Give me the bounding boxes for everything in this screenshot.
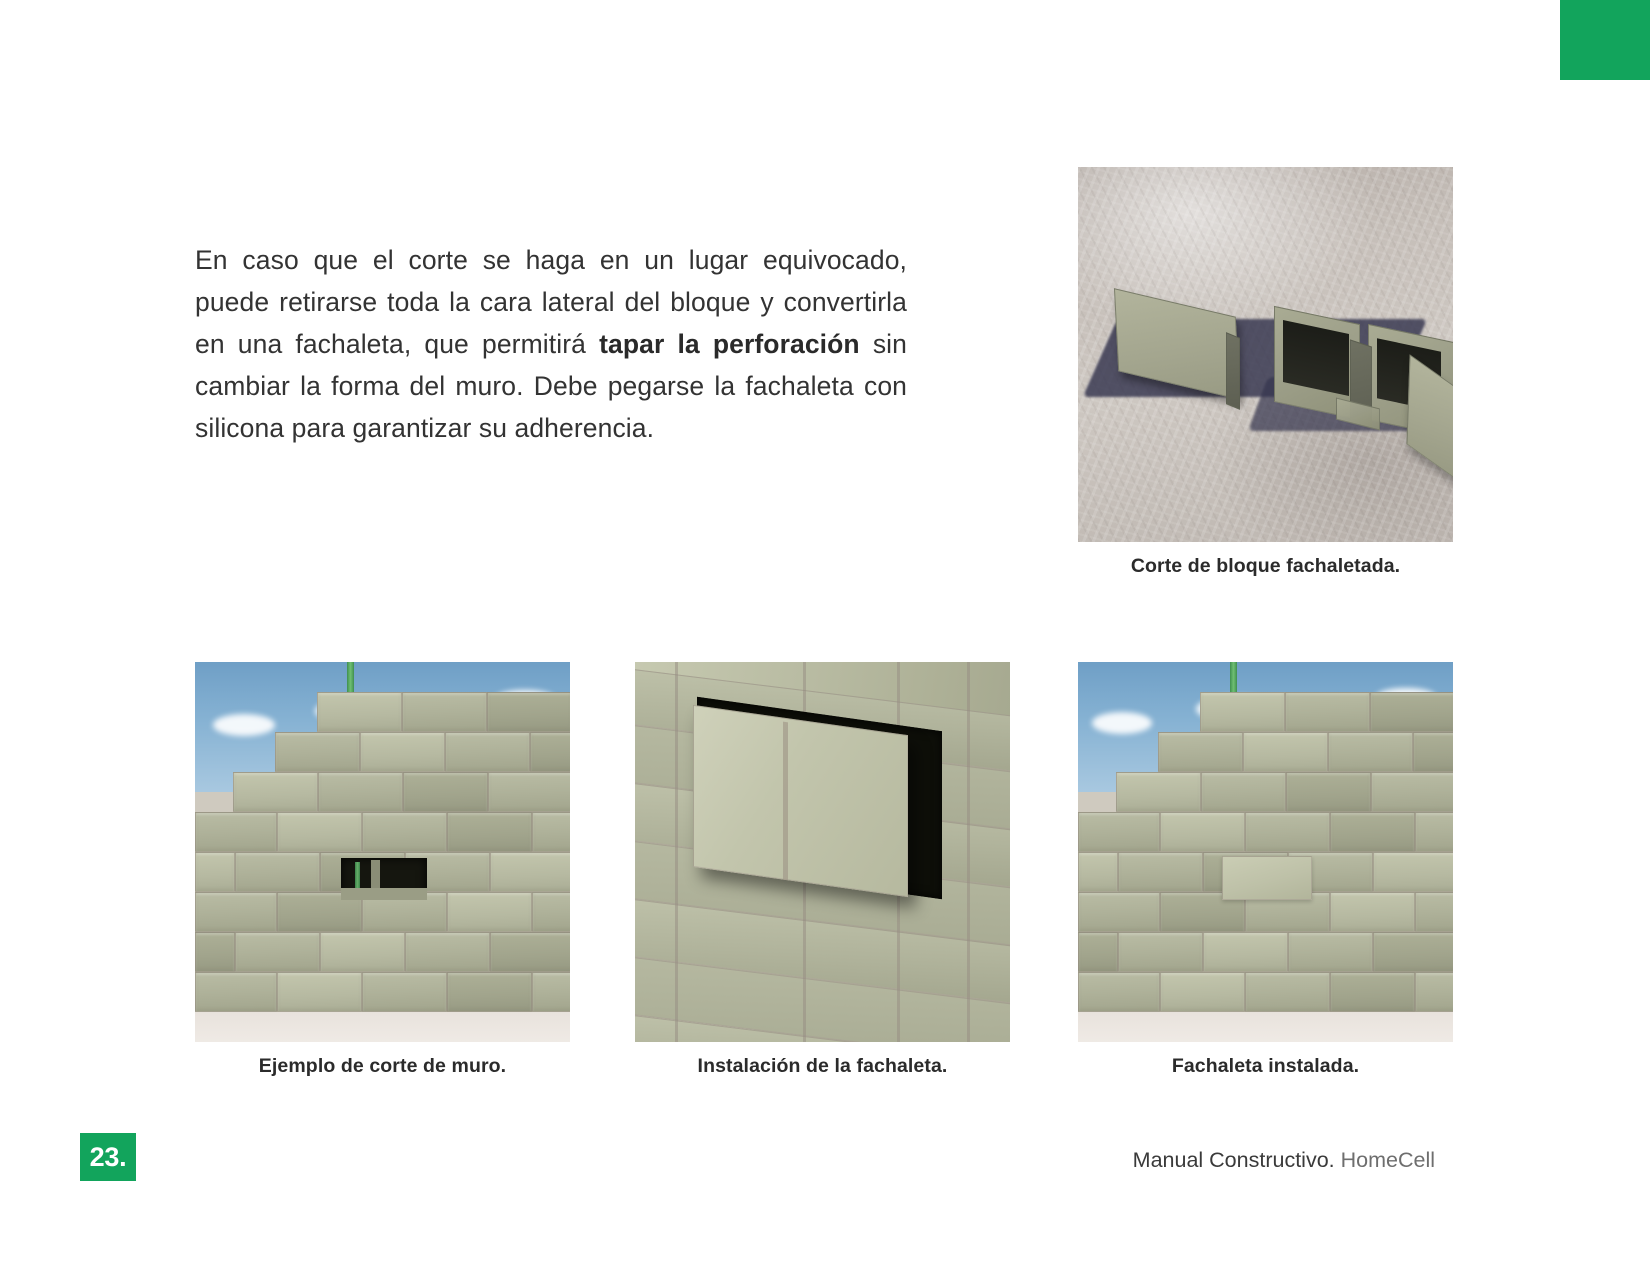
brick (532, 812, 570, 852)
brick (447, 812, 532, 852)
brick (195, 852, 235, 892)
figure-caption-instalacion-fachaleta: Instalación de la fachaleta. (697, 1055, 948, 1077)
brick (490, 932, 570, 972)
figure-caption-corte-de-bloque: Corte de bloque fachaletada. (1130, 555, 1401, 577)
brick (1330, 812, 1415, 852)
brick-vertical-joint (675, 662, 678, 1042)
figure-caption-fachaleta-instalada: Fachaleta instalada. (1171, 1055, 1360, 1077)
brick (233, 772, 318, 812)
brick (235, 932, 320, 972)
brick (402, 692, 487, 732)
brick (317, 692, 402, 732)
figure-image-corte-de-bloque (1078, 167, 1453, 542)
brick (277, 972, 362, 1012)
brick (1118, 852, 1203, 892)
brick (445, 732, 530, 772)
figure-instalacion-de-la-fachaleta (635, 662, 1010, 1078)
wall-perforation-lip (341, 888, 427, 900)
brick (235, 852, 320, 892)
brick (1116, 772, 1201, 812)
brick (1371, 772, 1453, 812)
brick (318, 772, 403, 812)
brick (488, 772, 570, 812)
brick (1330, 892, 1415, 932)
green-pole-behind-hole (355, 862, 360, 888)
footer-manual-text: Manual Constructivo. (1132, 1148, 1335, 1172)
intro-paragraph-block (195, 212, 907, 475)
brick (320, 932, 405, 972)
brick-wall (1078, 662, 1453, 1042)
brick (532, 972, 570, 1012)
figure-fachaleta-instalada (1078, 662, 1453, 1078)
brick (1330, 972, 1415, 1012)
brick (1286, 772, 1371, 812)
brick (403, 772, 488, 812)
brick (1373, 852, 1453, 892)
brick (1373, 932, 1453, 972)
brick (277, 812, 362, 852)
brick (195, 972, 277, 1012)
paragraph-lead: En caso que el corte se haga en un lugar equivocado, puede retirarse toda la cara lateral del bloque y convertirla en una fachaleta, que permitirá (195, 244, 907, 359)
figure-caption-ejemplo-corte: Ejemplo de corte de muro. (258, 1055, 507, 1077)
perspective-wall (635, 662, 1010, 1042)
fachaleta-panel-edge (783, 722, 788, 881)
brick (360, 732, 445, 772)
corner-accent-block (1560, 0, 1650, 80)
page-number-badge: 23. (80, 1133, 136, 1181)
brick (275, 732, 360, 772)
fachaleta-installed-panel (1222, 856, 1312, 900)
brick (1118, 932, 1203, 972)
figure-image-fachaleta-instalada (1078, 662, 1453, 1042)
figure-image-instalacion-fachaleta (635, 662, 1010, 1042)
brick (1415, 892, 1453, 932)
brick (487, 692, 570, 732)
brick (1288, 932, 1373, 972)
brick (490, 852, 570, 892)
footer-manual-label (1133, 1148, 1435, 1173)
brick (1078, 852, 1118, 892)
paragraph-tail: sin cambiar la forma del muro. Debe pegarse la fachaleta con silicona para garantizar su adherencia. (195, 328, 908, 443)
facing-panel-left-edge (1226, 332, 1240, 410)
brick (1415, 812, 1453, 852)
brick (1200, 692, 1285, 732)
brick (1158, 732, 1243, 772)
brick (1160, 972, 1245, 1012)
brick (195, 812, 277, 852)
brick (447, 892, 532, 932)
brick (1243, 732, 1328, 772)
brick (195, 932, 235, 972)
brick (1078, 812, 1160, 852)
figure-ejemplo-de-corte-de-muro (195, 662, 570, 1078)
brick (1285, 692, 1370, 732)
brick (362, 972, 447, 1012)
brick (1413, 732, 1453, 772)
brick-vertical-joint (967, 662, 970, 1042)
brick (1415, 972, 1453, 1012)
intro-paragraph (195, 239, 907, 449)
brick (1078, 892, 1160, 932)
brick (1328, 732, 1413, 772)
brick (362, 812, 447, 852)
brick (1245, 972, 1330, 1012)
footer-brand-text: HomeCell (1340, 1148, 1435, 1172)
brick (1078, 972, 1160, 1012)
paragraph-emphasis: tapar la perforación (599, 328, 860, 359)
brick (195, 892, 277, 932)
brick-wall (195, 662, 570, 1042)
brick (532, 892, 570, 932)
figure-image-ejemplo-corte (195, 662, 570, 1042)
brick (1370, 692, 1453, 732)
figure-corte-de-bloque-fachaletada (1078, 167, 1453, 578)
brick (1078, 932, 1118, 972)
brick (405, 932, 490, 972)
fachaleta-panel (693, 705, 908, 897)
brick (530, 732, 570, 772)
brick (1245, 812, 1330, 852)
brick (1160, 812, 1245, 852)
brick (1203, 932, 1288, 972)
brick (447, 972, 532, 1012)
brick (1201, 772, 1286, 812)
